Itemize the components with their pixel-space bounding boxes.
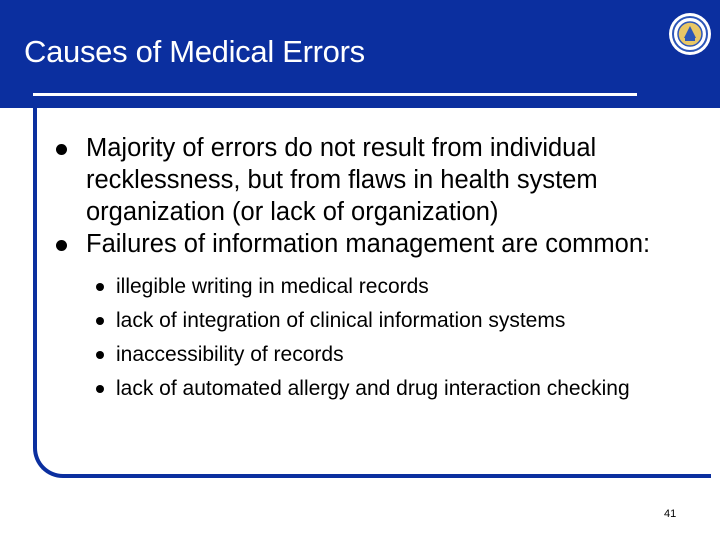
sub-bullet-text: illegible writing in medical records (116, 275, 429, 298)
university-seal-icon (668, 12, 712, 56)
round-bullet-icon (96, 283, 104, 291)
sub-bullet-text: lack of automated allergy and drug interaction checking (116, 377, 630, 400)
sub-bullet-text: lack of integration of clinical information systems (116, 309, 566, 332)
round-bullet-icon (56, 240, 67, 251)
sub-bullet-item (96, 376, 676, 402)
round-bullet-icon (96, 317, 104, 325)
sub-bullet-list (96, 274, 676, 402)
bullet-text: Majority of errors do not result from individual recklessness, but from flaws in health system organization (or lack of organization) (86, 134, 598, 226)
bullet-item (56, 228, 676, 260)
bullet-item (56, 132, 676, 228)
slide-title: Causes of Medical Errors (24, 34, 365, 69)
sub-bullet-text: inaccessibility of records (116, 343, 344, 366)
sub-bullet-item (96, 342, 676, 368)
sub-bullet-item (96, 274, 676, 300)
round-bullet-icon (96, 351, 104, 359)
title-underline (33, 93, 637, 96)
round-bullet-icon (96, 385, 104, 393)
round-bullet-icon (56, 144, 67, 155)
slide-body (56, 132, 676, 410)
bullet-text: Failures of information management are common: (86, 230, 651, 258)
sub-bullet-item (96, 308, 676, 334)
page-number: 41 (664, 508, 677, 520)
